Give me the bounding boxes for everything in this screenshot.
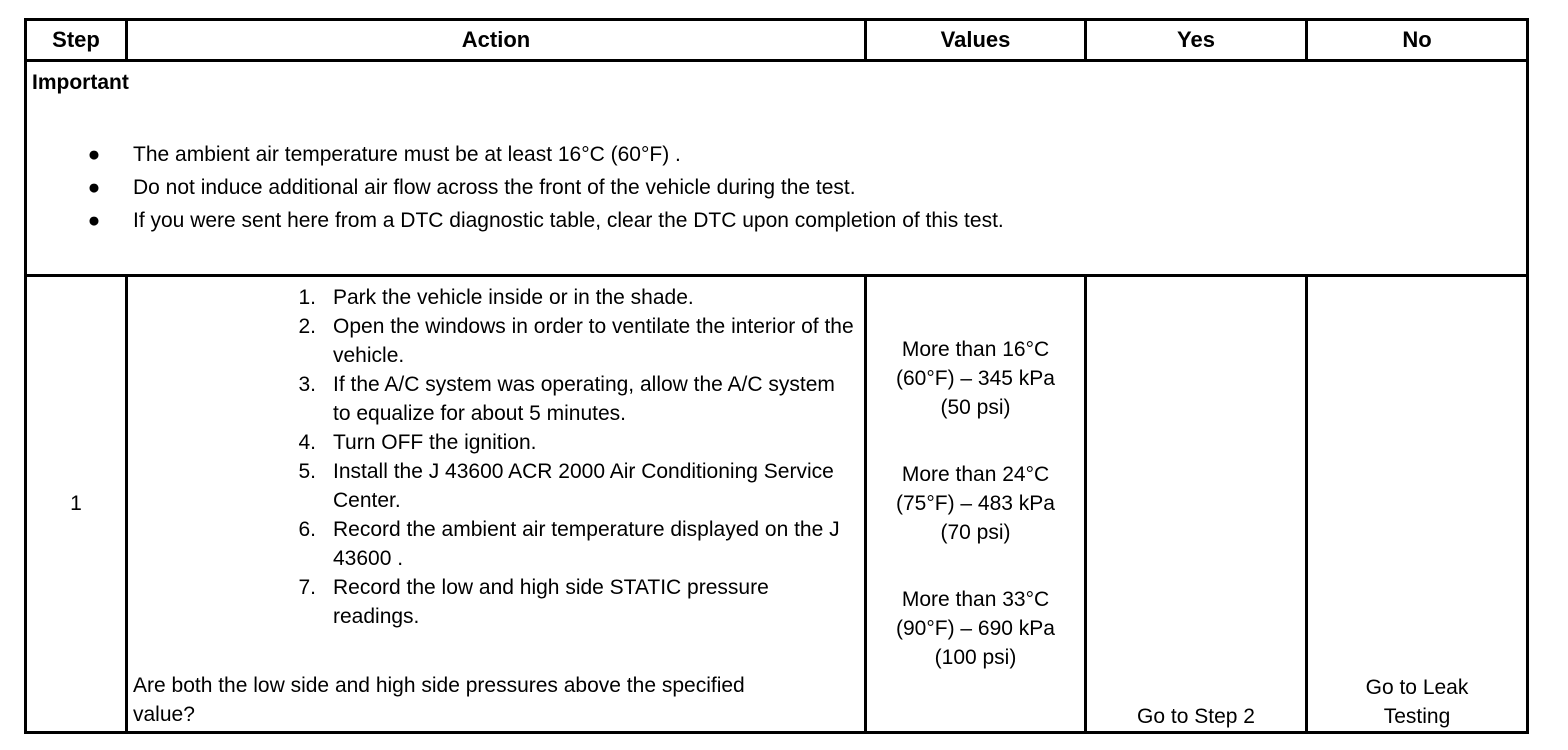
values-cell	[866, 276, 1086, 733]
important-bullet-item: ● If you were sent here from a DTC diagnostic table, clear the DTC upon completion of this test.	[27, 204, 1526, 237]
action-item: 4. Turn OFF the ignition.	[298, 431, 537, 454]
step-1-row	[26, 276, 1528, 733]
header-no: No	[1307, 20, 1528, 61]
action-item: 1. Park the vehicle inside or in the shade.	[298, 286, 694, 309]
action-list	[128, 283, 864, 631]
value-block: More than 24°C (75°F) – 483 kPa (70 psi)	[896, 463, 1055, 544]
action-item: 7. Record the low and high side STATIC pressure readings.	[298, 576, 769, 628]
no-text-line-2: Testing	[1383, 705, 1451, 728]
diagnostic-table	[24, 18, 1529, 734]
header-row	[26, 20, 1528, 61]
important-bullet-item: ● Do not induce additional air flow across the front of the vehicle during the test.	[27, 171, 1526, 204]
action-item: 5. Install the J 43600 ACR 2000 Air Conditioning Service Center.	[298, 460, 834, 512]
header-action: Action	[127, 20, 866, 61]
step-number: 1	[26, 276, 127, 733]
important-title: Important	[32, 71, 129, 94]
important-bullet-item: ● The ambient air temperature must be at least 16°C (60°F) .	[27, 138, 1526, 171]
yes-cell	[1086, 276, 1307, 733]
header-values: Values	[866, 20, 1086, 61]
important-row	[26, 61, 1528, 276]
header-step: Step	[26, 20, 127, 61]
action-item: 2. Open the windows in order to ventilate the interior of the vehicle.	[298, 315, 854, 367]
action-item: 3. If the A/C system was operating, allow the A/C system to equalize for about 5 minutes.	[298, 373, 835, 425]
yes-link-text: Go to Step 2	[1137, 705, 1255, 728]
bullet-icon: ●	[87, 176, 101, 199]
value-block: More than 16°C (60°F) – 345 kPa (50 psi)	[896, 338, 1055, 419]
value-block: More than 33°C (90°F) – 690 kPa (100 psi)	[896, 588, 1055, 669]
action-cell	[127, 276, 866, 733]
no-cell	[1307, 276, 1528, 733]
header-yes: Yes	[1086, 20, 1307, 61]
action-item: 6. Record the ambient air temperature displayed on the J 43600 .	[298, 518, 840, 570]
important-list	[27, 138, 1526, 237]
bullet-icon: ●	[87, 209, 101, 232]
no-text-line-1: Go to Leak	[1365, 676, 1469, 699]
bullet-icon: ●	[87, 143, 101, 166]
question-text: Are both the low side and high side pressures above the specified value?	[133, 674, 745, 726]
important-cell	[26, 61, 1528, 276]
